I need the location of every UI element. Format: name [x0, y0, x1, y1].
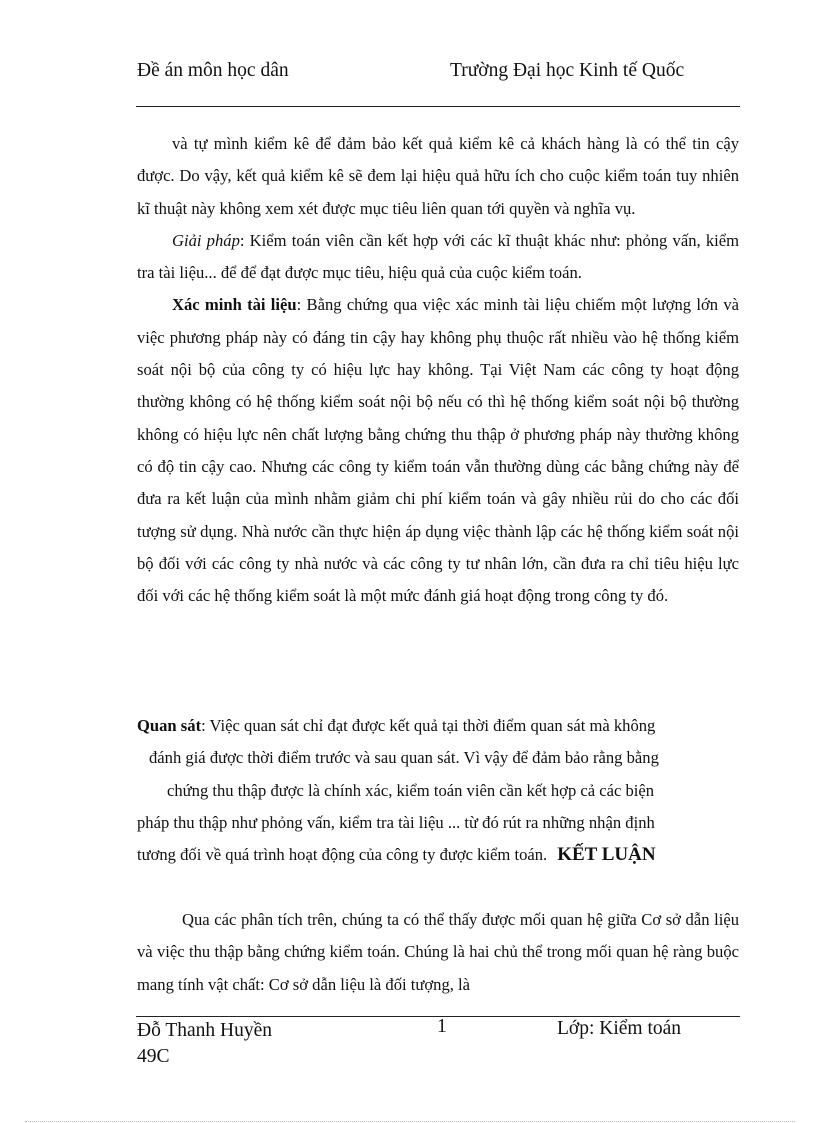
- footer-class: Lớp: Kiểm toán: [557, 1018, 682, 1039]
- observation-line-3: chứng thu thập được là chính xác, kiểm toán viên cần kết hợp cả các biện: [167, 780, 655, 800]
- header-divider: [136, 106, 740, 107]
- footer-author: Đỗ Thanh Huyền 49C: [137, 1020, 273, 1067]
- document-body: [137, 128, 739, 612]
- conclusion-heading: KẾT LUẬN: [557, 844, 656, 866]
- page-number: 1: [437, 1016, 447, 1037]
- observation-line-5: tương đối về quá trình hoạt động của công ty được kiểm toán. KẾT LUẬN: [137, 844, 656, 866]
- paragraph-inventory: và tự mình kiểm kê để đảm bảo kết quả kiểm kê cả khách hàng là có thể tin cậy được. Do vậy, kết quả kiểm kê sẽ đem lại hiệu quả hữu ích cho cuộc kiểm toán tuy nhiên kĩ thuật này không xem xét được mục tiêu liên quan tới quyền và nghĩa vụ.: [137, 134, 739, 218]
- solution-text: : Kiểm toán viên cần kết hợp với các kĩ thuật khác như: phỏng vấn, kiểm tra tài liệu... để để đạt được mục tiêu, hiệu quả của cuộc kiểm toán.: [137, 230, 739, 283]
- observation-line-2: đánh giá được thời điểm trước và sau quan sát. Vì vậy để đảm bảo rằng bằng: [149, 748, 659, 768]
- page-bottom-edge: [25, 1121, 795, 1122]
- observation-line-1: Quan sát: Việc quan sát chỉ đạt được kết quả tại thời điểm quan sát mà không: [137, 716, 656, 735]
- paragraph-document-verification: [137, 289, 739, 612]
- conclusion-paragraph: Qua các phân tích trên, chúng ta có thể thấy được mối quan hệ giữa Cơ sở dẫn liệu và việc thu thập bằng chứng kiểm toán. Chúng là hai chủ thể trong mối quan hệ ràng buộc mang tính vật chất: Cơ sở dẫn liệu là đối tượng, là: [137, 910, 739, 994]
- conclusion-section: [137, 904, 739, 1001]
- solution-label: Giải pháp: [172, 230, 240, 250]
- observation-label: Quan sát: [137, 716, 202, 735]
- header-course-title: Đề án môn học dân: [137, 60, 289, 81]
- observation-line-4: pháp thu thập như phỏng vấn, kiểm tra tài liệu ... từ đó rút ra những nhận định: [137, 812, 655, 832]
- verification-text: : Bằng chứng qua việc xác minh tài liệu chiếm một lượng lớn và việc phương pháp này có đáng tin cậy hay không phụ thuộc rất nhiều vào hệ thống kiểm soát nội bộ của công ty có hiệu lực hay không. Tại Việt Nam các công ty hoạt động thường không có hệ thống kiểm soát nội bộ nếu có thì hệ thống kiểm soát nội bộ thường không có hiệu lực nên chất lượng bằng chứng thu thập ở phương pháp này thường không có độ tin cậy cao. Nhưng các công ty kiểm toán vẫn thường dùng các bằng chứng này để đưa ra kết luận của mình nhằm giảm chi phí kiểm toán và gây nhiều rủi do cho các đối tượng sử dụng. Nhà nước cần thực hiện áp dụng việc thành lập các hệ thống kiểm soát nội bộ đối với các công ty nhà nước và các công ty tư nhân lớn, cần đưa ra chỉ tiêu hiệu lực đối với các hệ thống kiểm soát là một mức đánh giá hoạt động trong công ty đó.: [137, 295, 739, 606]
- paragraph-solution: [137, 225, 739, 290]
- header-university: Trường Đại học Kinh tế Quốc: [450, 60, 685, 81]
- verification-label: Xác minh tài liệu: [172, 295, 297, 315]
- observation-section: [137, 710, 739, 871]
